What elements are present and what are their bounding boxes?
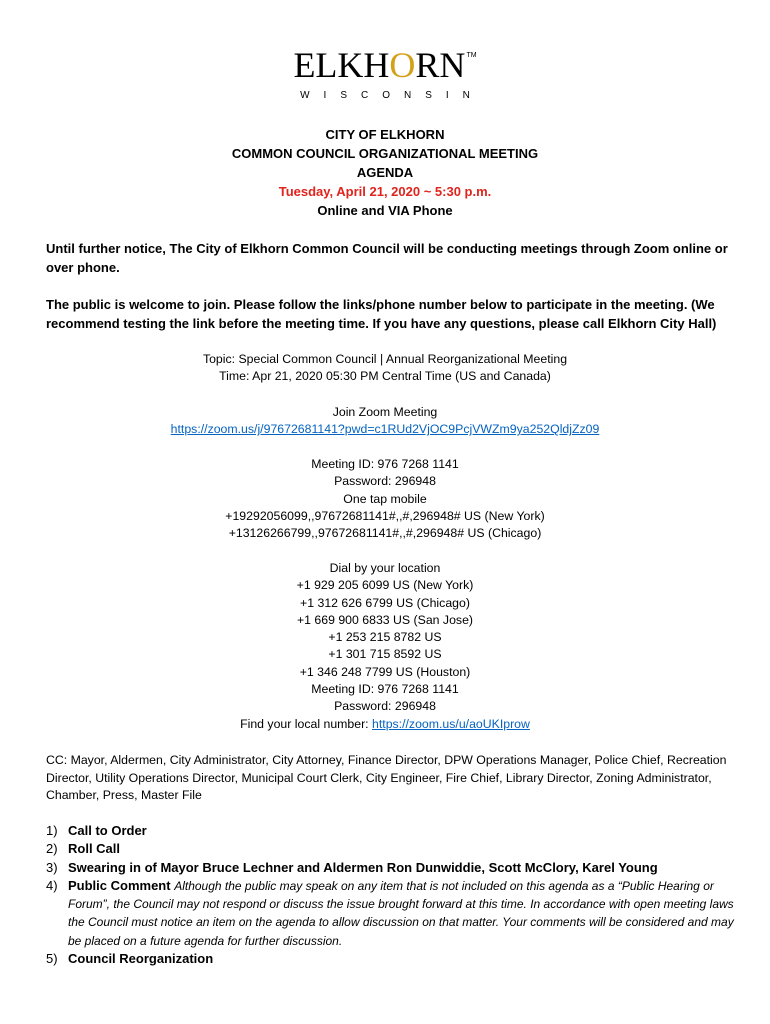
agenda-item-number: 2) <box>46 841 58 857</box>
trademark-mark: TM <box>466 52 477 59</box>
heading-meeting: COMMON COUNCIL ORGANIZATIONAL MEETING <box>231 146 539 161</box>
public-paragraph: The public is welcome to join. Please follow the links/phone number below to participate in the meeting. (We recommend testing the link before the meeting time. If you have any questions, please call Elkhorn City Hall) <box>46 297 717 331</box>
dial-number: +1 929 205 6099 US (New York) <box>296 578 474 593</box>
zoom-join-link[interactable]: https://zoom.us/j/97672681141?pwd=c1RUd2VjOC9PcjVWZm9ya252QldjZz09 <box>170 422 600 437</box>
agenda-item-title: Roll Call <box>68 841 121 857</box>
agenda-item-number: 4) <box>46 877 58 893</box>
local-number-link[interactable]: https://zoom.us/u/aoUKIprow <box>372 716 530 731</box>
agenda-item-number: 3) <box>46 859 58 875</box>
heading-agenda: AGENDA <box>356 165 414 180</box>
dial-in-block <box>0 560 770 733</box>
zoom-topic: Topic: Special Common Council | Annual Reorganizational Meeting <box>202 352 568 366</box>
zoom-meeting-info <box>0 456 770 542</box>
zoom-time: Time: Apr 21, 2020 05:30 PM Central Time (US and Canada) <box>219 369 551 384</box>
logo-wordmark: ELKHORN™ <box>293 45 477 85</box>
heading-mode: Online and VIA Phone <box>317 203 453 218</box>
meeting-id: Meeting ID: 976 7268 1141 <box>311 457 459 471</box>
meeting-id-repeat: Meeting ID: 976 7268 1141 <box>311 682 459 697</box>
heading-date: Tuesday, April 21, 2020 ~ 5:30 p.m. <box>278 184 492 199</box>
zoom-join-block <box>0 404 770 439</box>
dial-number: +1 669 900 6833 US (San Jose) <box>296 612 474 627</box>
local-number-line <box>0 716 770 733</box>
logo-horn-o: O <box>389 45 416 85</box>
one-tap-chicago: +13126266799,,97672681141#,,#,296948# US (Chicago) <box>228 526 542 541</box>
agenda-list <box>46 822 736 968</box>
elkhorn-logo <box>0 44 770 101</box>
dial-number: +1 253 215 8782 US <box>328 630 442 645</box>
agenda-heading <box>0 125 770 220</box>
meeting-password: Password: 296948 <box>334 474 436 489</box>
agenda-item-title: Public Comment <box>68 877 171 893</box>
agenda-item-title: Council Reorganization <box>68 951 214 967</box>
zoom-topic-block <box>0 351 770 386</box>
agenda-item-number: 5) <box>46 951 58 967</box>
password-repeat: Password: 296948 <box>334 699 436 714</box>
notice-paragraph: Until further notice, The City of Elkhorn Common Council will be conducting meetings through Zoom online or over phone. <box>46 241 728 275</box>
cc-list: CC: Mayor, Aldermen, City Administrator, City Attorney, Finance Director, DPW Operations Manager, Police Chief, Recreation Director, Utility Operations Director, Municipal Court Clerk, City Engineer, Fire Chief, Library Director, Zoning Administrator, Chamber, Press, Master File <box>46 753 727 802</box>
dial-number: +1 301 715 8592 US <box>328 647 442 662</box>
one-tap-new-york: +19292056099,,97672681141#,,#,296948# US (New York) <box>225 508 545 523</box>
agenda-item-note: Although the public may speak on any item that is not included on this agenda as a “Public Hearing or Forum”, the Council may not respond or discuss the issue brought forward at this time. In accordance with open meeting laws the Council must notice an item on the agenda to allow discussion on that matter. Your comments will be considered and may be placed on a future agenda for further discussion. <box>68 878 734 948</box>
agenda-item <box>46 822 736 840</box>
agenda-item <box>46 840 736 858</box>
logo-subtitle: WISCONSIN <box>300 90 484 101</box>
dial-number: +1 346 248 7799 US (Houston) <box>299 664 471 679</box>
agenda-item <box>46 877 736 950</box>
local-number-label: Find your local number: <box>240 716 373 731</box>
one-tap-label: One tap mobile <box>343 491 427 506</box>
agenda-item-number: 1) <box>46 823 58 838</box>
dial-label: Dial by your location <box>329 561 441 575</box>
heading-city: CITY OF ELKHORN <box>325 127 445 142</box>
agenda-item-title: Swearing in of Mayor Bruce Lechner and Aldermen Ron Dunwiddie, Scott McClory, Karel Young <box>68 859 658 875</box>
agenda-item-title: Call to Order <box>68 823 147 838</box>
agenda-item <box>46 859 736 877</box>
agenda-item <box>46 950 736 968</box>
zoom-join-label: Join Zoom Meeting <box>332 405 438 419</box>
dial-number: +1 312 626 6799 US (Chicago) <box>300 595 470 610</box>
